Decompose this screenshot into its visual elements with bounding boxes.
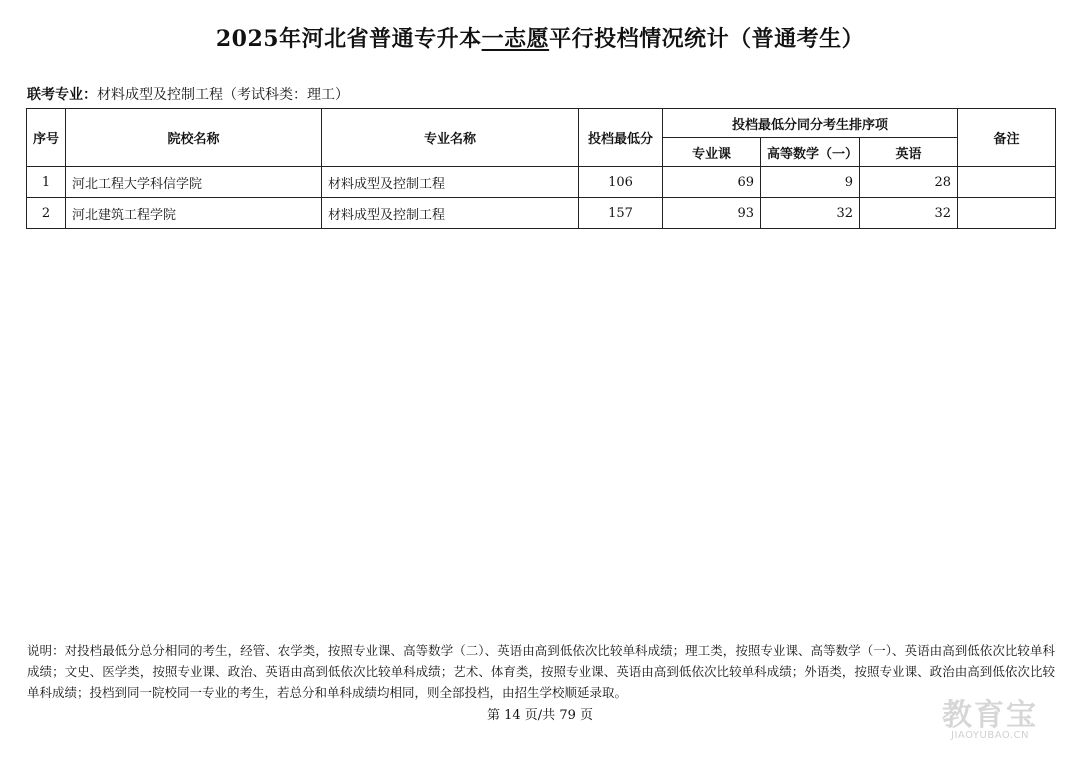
cell-major: 材料成型及控制工程 <box>322 167 579 198</box>
header-min-score: 投档最低分 <box>579 109 663 167</box>
header-tiebreak-group: 投档最低分同分考生排序项 <box>663 109 958 138</box>
title-suffix: 平行投档情况统计（普通考生） <box>549 26 865 52</box>
header-remark: 备注 <box>958 109 1056 167</box>
cell-school: 河北建筑工程学院 <box>66 198 322 229</box>
cell-math: 9 <box>761 167 860 198</box>
header-index: 序号 <box>27 109 66 167</box>
cell-school: 河北工程大学科信学院 <box>66 167 322 198</box>
admission-table <box>26 108 1056 229</box>
header-major-course: 专业课 <box>663 138 761 167</box>
cell-index: 2 <box>27 198 66 229</box>
header-math: 高等数学（一） <box>761 138 860 167</box>
page-number: 第 14 页/共 79 页 <box>487 708 593 723</box>
cell-math: 32 <box>761 198 860 229</box>
subject-value: 材料成型及控制工程（考试科类：理工） <box>97 87 349 103</box>
title-prefix: 2025年河北省普通专升本 <box>215 26 482 52</box>
subject-label: 联考专业： <box>27 87 97 103</box>
cell-remark <box>958 167 1056 198</box>
table-row <box>27 198 1056 229</box>
explanatory-note: 说明：对投档最低分总分相同的考生，经管、农学类，按照专业课、高等数学（二）、英语由高到低依次比较单科成绩；理工类，按照专业课、高等数学（一）、英语由高到低依次比较单科成绩；文史、医学类，按照专业课、政治、英语由高到低依次比较单科成绩；艺术、体育类，按照专业课、英语由高到低依次比较单科成绩；外语类，按照专业课、政治由高到低依次比较单科成绩；投档到同一院校同一专业的考生，若总分和单科成绩均相同，则全部投档，由招生学校顺延录取。 <box>27 643 1055 700</box>
cell-english: 32 <box>860 198 958 229</box>
header-row-1 <box>27 109 1056 138</box>
watermark-logo: 教育宝 <box>942 698 1038 733</box>
header-major: 专业名称 <box>322 109 579 167</box>
header-school: 院校名称 <box>66 109 322 167</box>
cell-major: 材料成型及控制工程 <box>322 198 579 229</box>
cell-major-course: 69 <box>663 167 761 198</box>
cell-remark <box>958 198 1056 229</box>
cell-index: 1 <box>27 167 66 198</box>
title-underlined-part: 一志愿 <box>481 26 550 52</box>
watermark <box>920 690 1060 750</box>
cell-major-course: 93 <box>663 198 761 229</box>
cell-min-score: 106 <box>579 167 663 198</box>
cell-english: 28 <box>860 167 958 198</box>
table-row <box>27 167 1056 198</box>
subject-line <box>27 84 349 104</box>
header-english: 英语 <box>860 138 958 167</box>
page-title <box>0 22 1080 53</box>
cell-min-score: 157 <box>579 198 663 229</box>
watermark-url: JIAOYUBAO.CN <box>951 730 1029 741</box>
